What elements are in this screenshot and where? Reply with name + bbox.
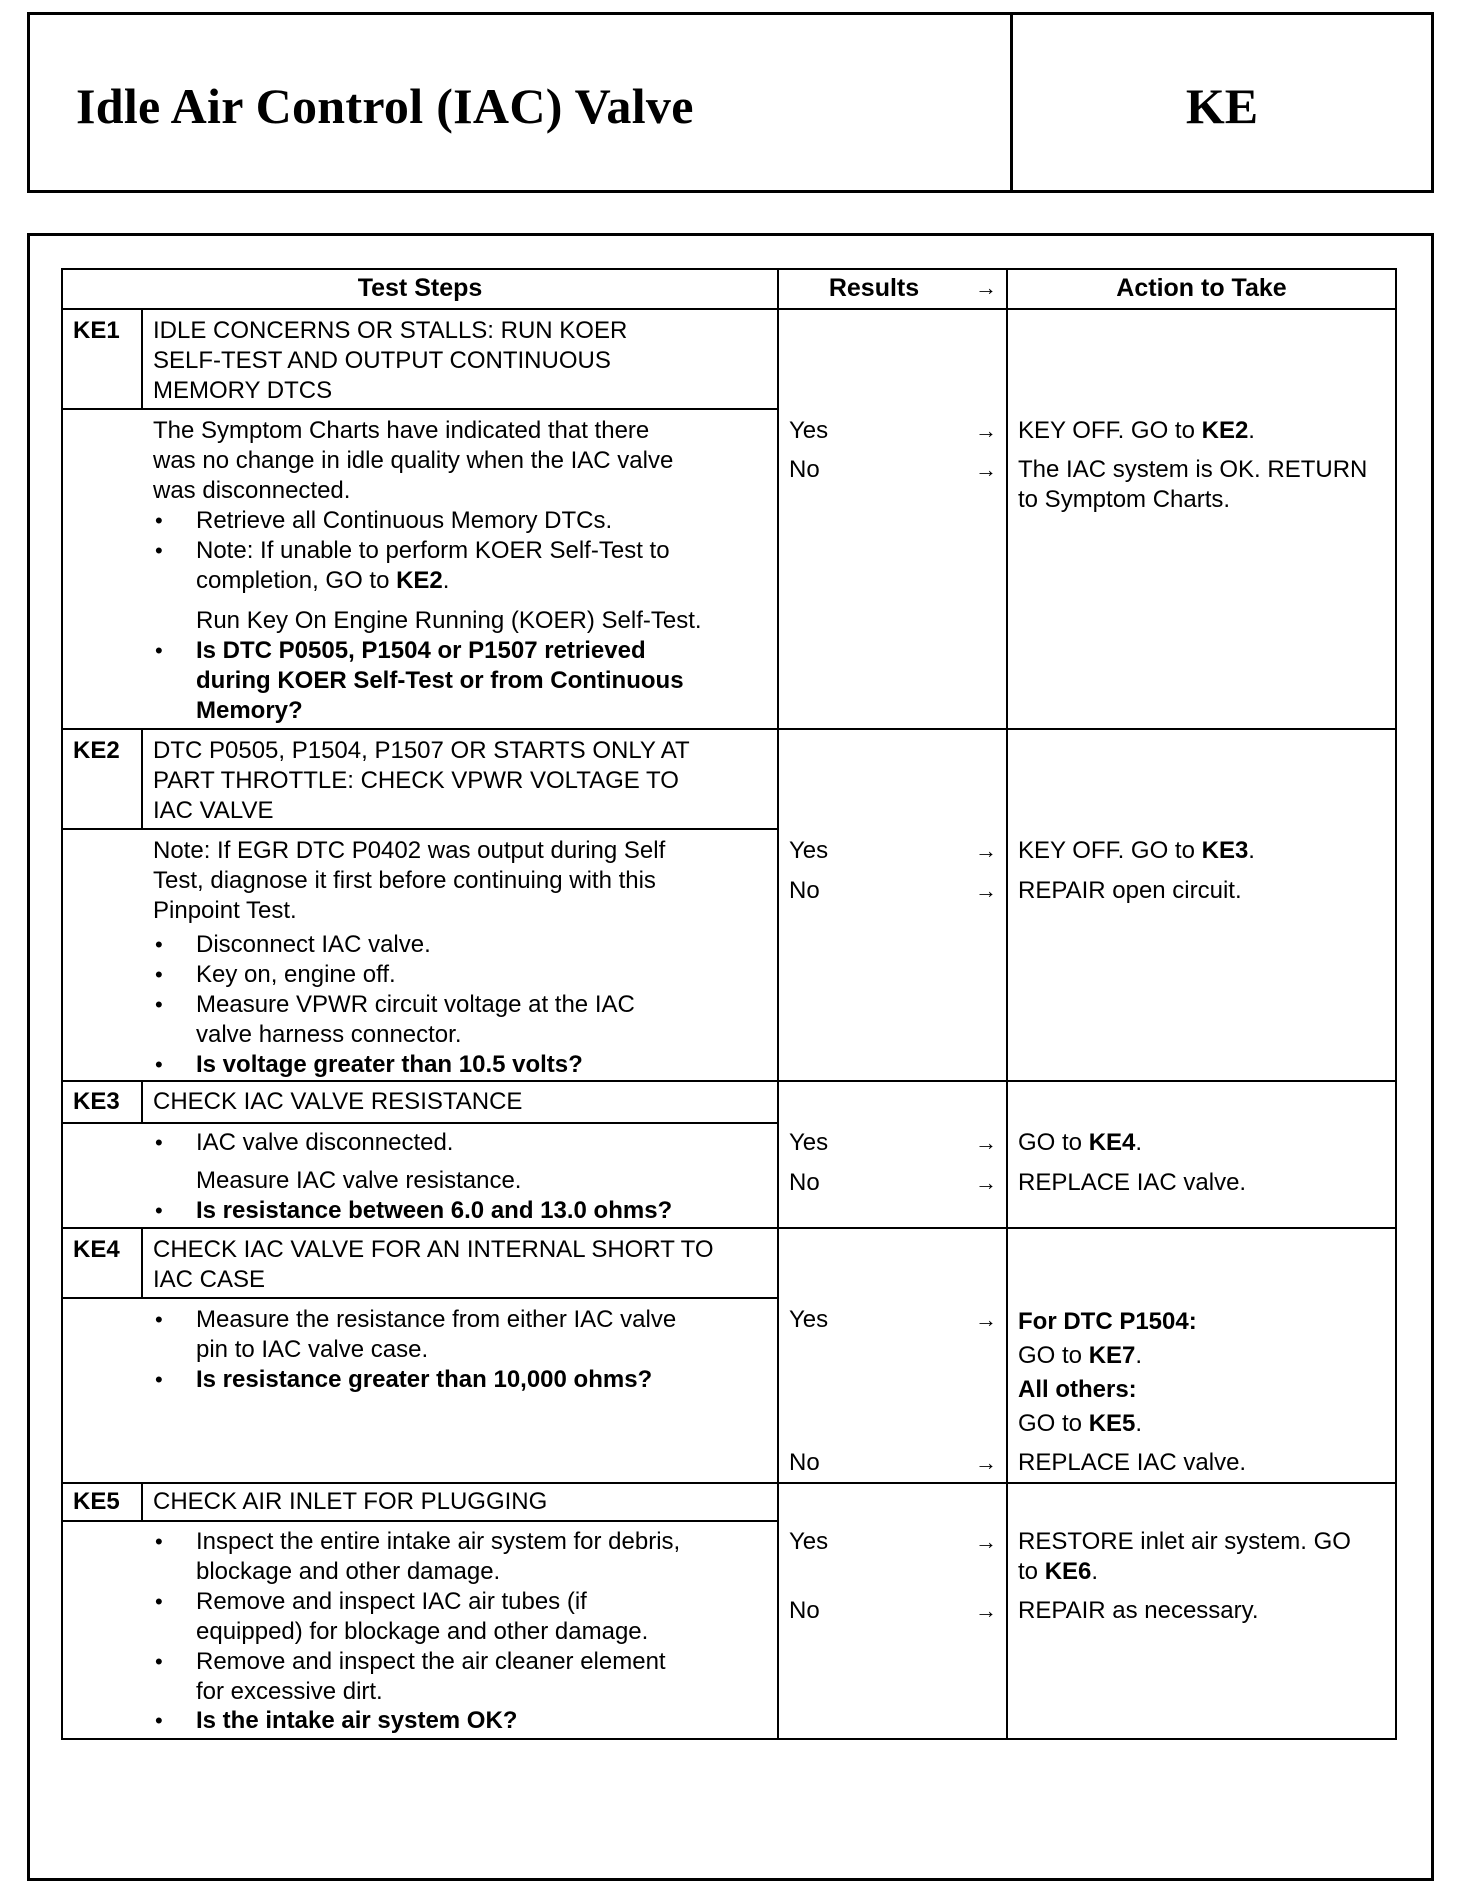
instruction-ke1-run: Run Key On Engine Running (KOER) Self-Test. — [196, 607, 702, 634]
result-no-ke2: No — [789, 877, 820, 904]
step-title-ke2: DTC P0505, P1504, P1507 OR STARTS ONLY AT PART THROTTLE: CHECK VPWR VOLTAGE TO IAC VALVE — [153, 737, 690, 824]
arrow-yes-ke3: → — [975, 1130, 997, 1155]
step-id-ke4: KE4 — [73, 1236, 120, 1263]
bullet-ke3-2: • — [155, 1198, 163, 1223]
bullet-ke1-3: • — [155, 638, 163, 663]
bullet-ke5-3: • — [155, 1649, 163, 1674]
step-separator-1 — [61, 728, 1397, 730]
result-yes-ke2: Yes — [789, 837, 829, 864]
result-yes-ke3: Yes — [789, 1129, 829, 1156]
step-body-ke2: Note: If EGR DTC P0402 was output during Self Test, diagnose it first before continuing with this Pinpoint Test. — [153, 837, 666, 924]
bullet-ke5-1: • — [155, 1529, 163, 1554]
result-no-ke1: No — [789, 456, 820, 483]
instruction-ke3-disconnected: IAC valve disconnected. — [196, 1129, 454, 1156]
bullet-ke2-3: • — [155, 992, 163, 1017]
action-no-ke4: REPLACE IAC valve. — [1018, 1449, 1247, 1476]
arrow-yes-ke1: → — [975, 418, 997, 443]
id-divider-ke3 — [141, 1080, 143, 1124]
arrow-no-ke3: → — [975, 1170, 997, 1195]
title-bottom-ke2 — [61, 828, 778, 830]
question-ke3: Is resistance between 6.0 and 13.0 ohms? — [196, 1197, 673, 1224]
instruction-ke4-measure: Measure the resistance from either IAC valve pin to IAC valve case. — [196, 1306, 677, 1363]
result-no-ke3: No — [789, 1169, 820, 1196]
arrow-yes-ke4: → — [975, 1307, 997, 1332]
step-id-ke3: KE3 — [73, 1088, 120, 1115]
col-divider-action — [1006, 268, 1008, 1740]
result-yes-ke5: Yes — [789, 1528, 829, 1555]
bullet-ke3-1: • — [155, 1130, 163, 1155]
title-bottom-ke1 — [61, 408, 778, 410]
arrow-yes-ke5: → — [975, 1529, 997, 1554]
bullet-ke4-1: • — [155, 1307, 163, 1332]
instruction-ke2-measure: Measure VPWR circuit voltage at the IAC valve harness connector. — [196, 991, 635, 1048]
id-divider-ke5 — [141, 1482, 143, 1522]
arrow-no-ke1: → — [975, 457, 997, 482]
page-title: Idle Air Control (IAC) Valve — [76, 78, 694, 134]
title-bottom-ke4 — [61, 1297, 778, 1299]
instruction-ke3-measure: Measure IAC valve resistance. — [196, 1167, 522, 1194]
step-id-ke5: KE5 — [73, 1488, 120, 1515]
question-ke1: Is DTC P0505, P1504 or P1507 retrieved during KOER Self-Test or from Continuous Memory? — [196, 637, 684, 724]
bullet-ke2-1: • — [155, 932, 163, 957]
title-bottom-ke5 — [61, 1520, 778, 1522]
instruction-ke5-inspect: Inspect the entire intake air system for debris, blockage and other damage. — [196, 1528, 681, 1585]
action-no-ke3: REPLACE IAC valve. — [1018, 1169, 1247, 1196]
question-ke2: Is voltage greater than 10.5 volts? — [196, 1051, 583, 1078]
step-title-ke4: CHECK IAC VALVE FOR AN INTERNAL SHORT TO IAC CASE — [153, 1236, 714, 1293]
bullet-ke5-2: • — [155, 1589, 163, 1614]
action-yes-ke2: KEY OFF. GO to KE3. — [1018, 837, 1255, 864]
question-ke5: Is the intake air system OK? — [196, 1707, 518, 1734]
action-yes-ke4: For DTC P1504: GO to KE7. All others: GO to KE5. — [1018, 1308, 1197, 1437]
title-bottom-ke3 — [61, 1122, 778, 1124]
step-id-ke2: KE2 — [73, 737, 120, 764]
col-header-action: Action to Take — [1116, 274, 1287, 302]
result-yes-ke1: Yes — [789, 417, 829, 444]
step-title-ke3: CHECK IAC VALVE RESISTANCE — [153, 1088, 523, 1115]
arrow-no-ke2: → — [975, 878, 997, 903]
action-no-ke5: REPAIR as necessary. — [1018, 1597, 1259, 1624]
instruction-ke2-disconnect: Disconnect IAC valve. — [196, 931, 431, 958]
question-ke4: Is resistance greater than 10,000 ohms? — [196, 1366, 653, 1393]
action-no-ke2: REPAIR open circuit. — [1018, 877, 1242, 904]
bullet-ke5-4: • — [155, 1708, 163, 1733]
id-divider-ke2 — [141, 728, 143, 830]
bullet-ke1-1: • — [155, 508, 163, 533]
instruction-ke1-retrieve: Retrieve all Continuous Memory DTCs. — [196, 507, 613, 534]
action-no-ke1: The IAC system is OK. RETURN to Symptom Charts. — [1018, 456, 1368, 513]
col-header-results: Results — [828, 274, 920, 302]
bullet-ke2-4: • — [155, 1052, 163, 1077]
section-code: KE — [1185, 78, 1259, 134]
step-separator-3 — [61, 1227, 1397, 1229]
step-id-ke1: KE1 — [73, 317, 120, 344]
id-divider-ke4 — [141, 1227, 143, 1299]
col-header-arrow: → — [975, 275, 997, 300]
table-border-right — [1395, 268, 1397, 1740]
result-yes-ke4: Yes — [789, 1306, 829, 1333]
arrow-no-ke5: → — [975, 1598, 997, 1623]
result-no-ke4: No — [789, 1449, 820, 1476]
step-title-ke5: CHECK AIR INLET FOR PLUGGING — [153, 1488, 548, 1515]
arrow-no-ke4: → — [975, 1450, 997, 1475]
page-header — [27, 12, 1434, 193]
instruction-ke1-note: Note: If unable to perform KOER Self-Test to completion, GO to KE2. — [196, 537, 670, 594]
ref-ke2: KE2 — [396, 567, 443, 594]
table-border-top — [61, 268, 1397, 270]
arrow-yes-ke2: → — [975, 838, 997, 863]
bullet-ke1-2: • — [155, 538, 163, 563]
instruction-ke5-tubes: Remove and inspect IAC air tubes (if equipped) for blockage and other damage. — [196, 1588, 649, 1645]
action-yes-ke3: GO to KE4. — [1018, 1129, 1143, 1156]
bullet-ke2-2: • — [155, 962, 163, 987]
instruction-ke5-cleaner: Remove and inspect the air cleaner element for excessive dirt. — [196, 1648, 666, 1705]
id-divider-ke1 — [141, 308, 143, 410]
step-separator-4 — [61, 1482, 1397, 1484]
step-body-ke1: The Symptom Charts have indicated that there was no change in idle quality when the IAC valve was disconnected. — [153, 417, 674, 504]
step-separator-2 — [61, 1080, 1397, 1082]
action-yes-ke5: RESTORE inlet air system. GO to KE6. — [1018, 1528, 1351, 1585]
header-row-bottom — [61, 308, 1397, 310]
col-header-test-steps: Test Steps — [357, 274, 483, 302]
action-yes-ke1: KEY OFF. GO to KE2. — [1018, 417, 1255, 444]
instruction-ke2-key-on: Key on, engine off. — [196, 961, 396, 988]
step-title-ke1: IDLE CONCERNS OR STALLS: RUN KOER SELF-TEST AND OUTPUT CONTINUOUS MEMORY DTCS — [153, 317, 628, 404]
bullet-ke4-2: • — [155, 1367, 163, 1392]
result-no-ke5: No — [789, 1597, 820, 1624]
table-border-bottom — [61, 1738, 1397, 1740]
